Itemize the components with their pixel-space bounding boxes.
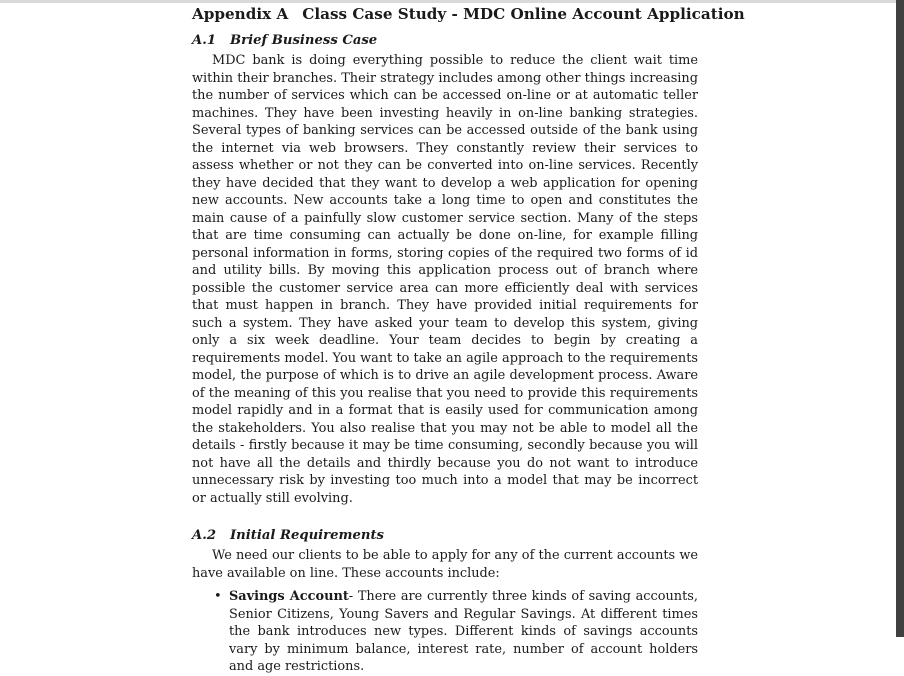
appendix-label: Appendix A [192,5,289,23]
section-paragraph: MDC bank is doing everything possible to reduce the client wait time within their branches. Their strategy includes among other things increasing the number of services which can be accessed on-line or at automatic teller machines. They have been investing heavily in on-line banking strategies. Several types of banking services can be accessed outside of the bank using the internet via web browsers. They constantly review their services to assess whether or not they can be converted into on-line services. Recently they have decided that they want to develop a web application for opening new accounts. New accounts take a long time to open and constitutes the main cause of a painfully slow customer service section. Many of the steps that are time consuming can actually be done on-line, for example filling personal information in forms, storing copies of the required two forms of id and utility bills. By moving this application process out of branch where possible the customer service area can more efficiently deal with services that must happen in branch. They have provided initial requirements for such a system. They have asked your team to develop this system, giving only a six week deadline. Your team decides to begin by creating a requirements model. You want to take an agile approach to the requirements model, the purpose of which is to drive an agile development process. Aware of the meaning of this you realise that you need to provide this requirements model rapidly and in a format that is easily used for communication among the stakeholders. You also realise that you may not be able to model all the details - firstly because it may be time consuming, secondly because you will not have all the details and thirdly because you do not want to introduce unnecessary risk by investing too much into a model that may be incorrect or actually still evolving. [192,53,698,506]
document-page [192,4,745,676]
section-a1 [192,32,698,507]
appendix-title: Class Case Study - MDC Online Account Application [302,5,745,23]
appendix-heading [192,4,745,24]
section-spacer [192,507,698,527]
section-title: Initial Requirements [230,528,384,543]
account-list [192,588,698,676]
section-heading [192,32,698,50]
section-paragraph: We need our clients to be able to apply for any of the current accounts we have available on line. These accounts include: [192,548,698,581]
section-number: A.2 [192,528,216,543]
section-a2 [192,527,698,676]
viewer-scroll-edge [896,0,904,637]
section-heading [192,527,698,545]
list-item [214,588,698,676]
viewer-top-edge [0,0,904,3]
section-number: A.1 [192,33,216,48]
section-title: Brief Business Case [230,33,378,48]
list-item-title: Savings Account [229,589,349,604]
list-item-text: - There are currently three kinds of saving accounts, Senior Citizens, Young Savers and Regular Savings. At different times the bank introduces new types. Different kinds of savings accounts vary by minimum balance, interest rate, number of account holders and age restrictions. [229,589,698,674]
bullet-icon: • [214,589,222,604]
